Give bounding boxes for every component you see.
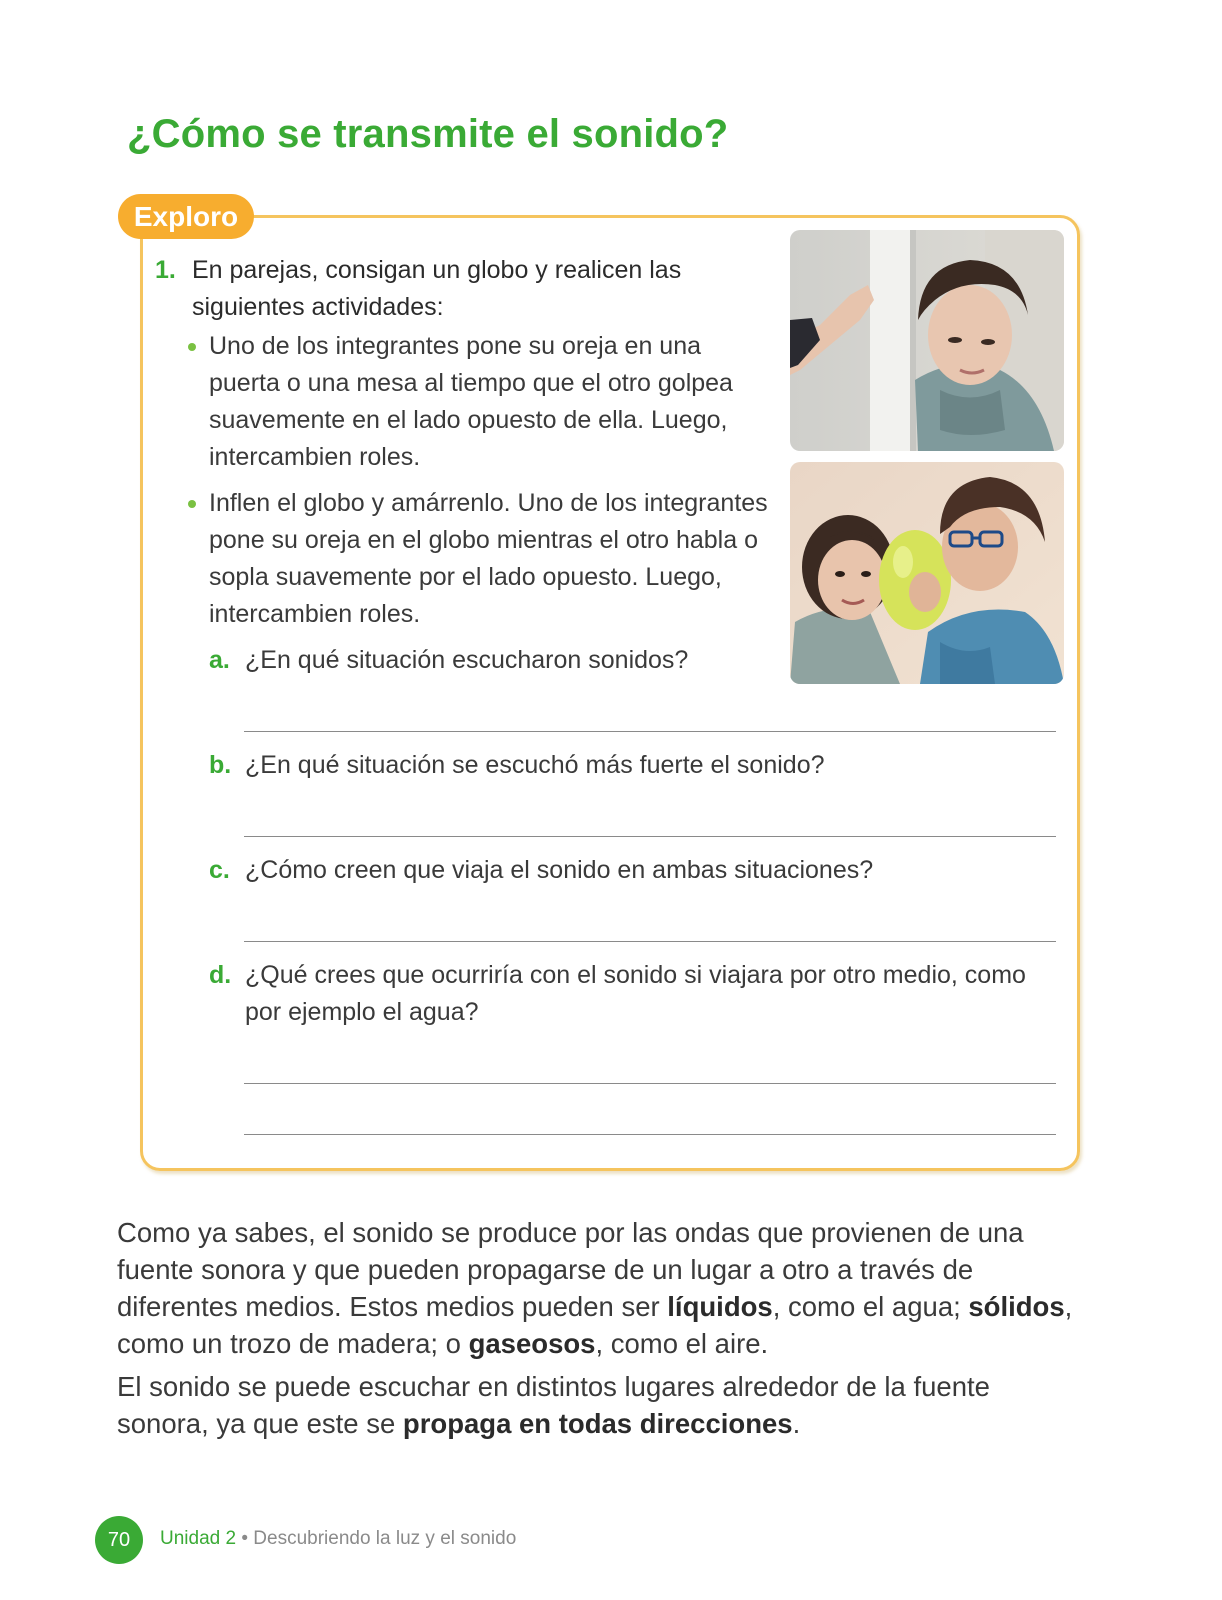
question-text: En parejas, consigan un globo y realicen las siguientes actividades: [192,256,682,321]
answer-line-c[interactable] [244,941,1056,942]
section-tab: Exploro [118,194,254,239]
bold-term-propaga: propaga en todas direcciones [402,1408,793,1439]
subquestion-b [209,747,1039,784]
bullet-dot-icon [188,343,196,351]
bullet-item [188,485,768,633]
body-paragraph-1 [117,1214,1077,1362]
bullet-dot-icon [188,500,196,508]
subquestion-letter: c. [209,856,230,884]
page-title: ¿Cómo se transmite el sonido? [127,112,729,156]
photo-ear-on-door [790,230,1064,451]
subquestion-letter: d. [209,961,232,989]
answer-line-d2[interactable] [244,1134,1056,1135]
answer-line-a[interactable] [244,731,1056,732]
answer-line-b[interactable] [244,836,1056,837]
bold-term-gaseosos: gaseosos [468,1328,596,1359]
page-number-badge: 70 [95,1516,143,1564]
subquestion-text: ¿Qué crees que ocurriría con el sonido si viajara por otro medio, como por ejemplo el agua? [245,961,1026,1026]
subquestion-a [209,642,1039,679]
photo-ear-on-door-image [790,230,1064,451]
subquestion-letter: a. [209,646,230,674]
subquestion-letter: b. [209,751,232,779]
bold-term-liquidos: líquidos [667,1291,773,1322]
subquestion-text: ¿En qué situación se escuchó más fuerte el sonido? [245,751,825,779]
text-run: El sonido se puede escuchar en distintos lugares alrededor de la fuente sonora, ya que este se [117,1371,990,1439]
question-heading [155,252,765,326]
bold-term-solidos: sólidos [968,1291,1065,1322]
subquestion-text: ¿Cómo creen que viaja el sonido en ambas situaciones? [245,856,874,884]
footer-unit-title: Descubriendo la luz y el sonido [253,1528,517,1549]
subquestion-text: ¿En qué situación escucharon sonidos? [245,646,689,674]
text-run: . [792,1408,801,1439]
answer-line-d1[interactable] [244,1083,1056,1084]
bullet-text: Inflen el globo y amárrenlo. Uno de los integrantes pone su oreja en el globo mientras el otro habla o sopla suavemente por el lado opuesto. Luego, intercambien roles. [209,489,768,628]
subquestion-c [209,852,1039,889]
subquestion-d [209,957,1039,1031]
bullet-text: Uno de los integrantes pone su oreja en una puerta o una mesa al tiempo que el otro golpea suavemente en el lado opuesto de ella. Luego, intercambien roles. [209,332,733,471]
text-run: , como un trozo de madera; o [117,1291,1073,1359]
footer-separator: • [236,1528,254,1549]
footer-unit-label: Unidad 2 [160,1528,237,1549]
text-run: , como el agua; [772,1291,969,1322]
question-number: 1. [155,256,176,284]
body-paragraph-2 [117,1368,1077,1442]
text-run: Como ya sabes, el sonido se produce por las ondas que provienen de una fuente sonora y que pueden propagarse de un lugar a otro a través de diferentes medios. Estos medios pueden ser [117,1217,1024,1322]
text-run: , como el aire. [595,1328,769,1359]
bullet-item [188,328,768,476]
footer-unit [160,1528,516,1550]
